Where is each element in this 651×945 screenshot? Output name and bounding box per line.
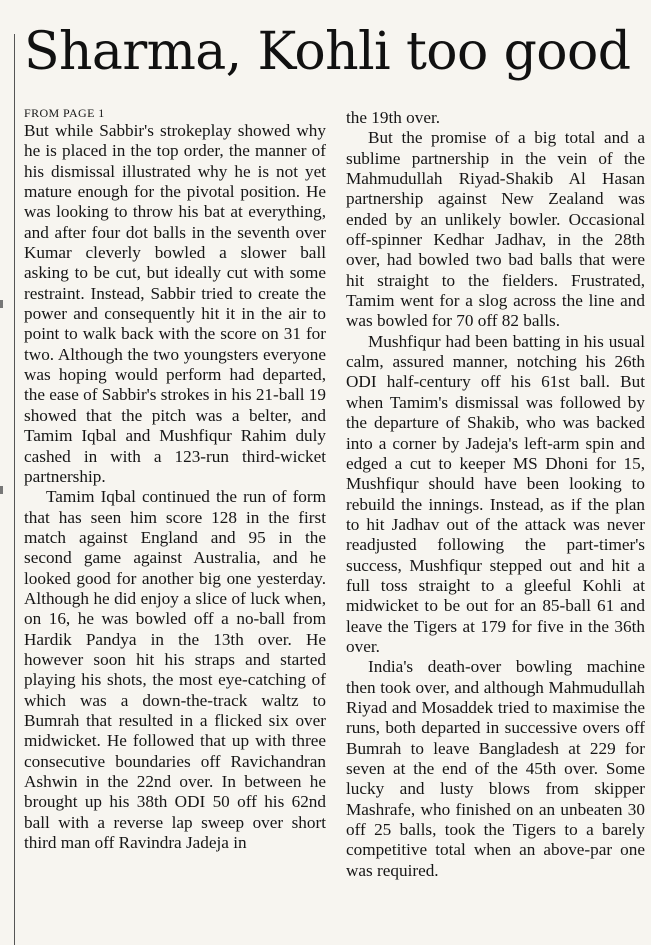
edge-mark (0, 486, 3, 494)
article-column-left (24, 106, 326, 853)
paragraph: Tamim Iqbal continued the run of form that has seen him score 128 in the first match against England and 95 in the second game against Australia, and he looked good for another big one yesterday. Although he did enjoy a slice of luck when, on 16, he was bowled off a no-ball from Hardik Pandya in the 13th over. He however soon hit his straps and started playing his shots, the most eye-catching of which was a down-the-track waltz to Bumrah that resulted in a flicked six over midwicket. He followed that up with three consecutive boundaries off Ravichandran Ashwin in the 22nd over. In between he brought up his 38th ODI 50 off his 62nd ball with a reverse lap sweep over short third man off Ravindra Jadeja in (24, 487, 326, 853)
paragraph: the 19th over. (346, 108, 441, 127)
paragraph: India's death-over bowling machine then took over, and although Mahmudullah Riyad and Mosaddek tried to maximise the runs, both departed in successive overs off Bumrah to leave Bangladesh at 229 for seven at the end of the 45th over. Some lucky and lusty blows from skipper Mashrafe, who finished on an unbeaten 30 off 25 balls, took the Tigers to a barely competitive total when an above-par one was required. (346, 657, 645, 880)
column-rule (14, 34, 15, 945)
paragraph: But while Sabbir's strokeplay showed why he is placed in the top order, the manner of his dismissal illustrated why he is not yet mature enough for the pivotal position. He was looking to throw his bat at everything, and after four dot balls in the seventh over Kumar cleverly bowled a slower ball asking to be cut, but ideally cut with some restraint. Instead, Sabbir tried to create the power and consequently hit it in the air to point to walk back with the score on 31 for two. Although the two youngsters everyone was hoping would perform had departed, the ease of Sabbir's strokes in his 21-ball 19 showed that the pitch was a belter, and Tamim Iqbal and Mushfiqur Rahim duly cashed in with a 123-run third-wicket partnership. (24, 121, 326, 486)
paragraph: But the promise of a big total and a sublime partnership in the vein of the Mahmudullah Riyad-Shakib Al Hasan partnership against New Zealand was ended by an unlikely bowler. Occasional off-spinner Kedhar Jadhav, in the 28th over, had bowled two bad balls that were hit straight to the fielders. Frustrated, Tamim went for a slog across the line and was bowled for 70 off 82 balls. (346, 128, 645, 331)
headline: Sharma, Kohli too good (24, 22, 631, 82)
continued-from-label: FROM PAGE 1 (24, 106, 105, 120)
paragraph: Mushfiqur had been batting in his usual calm, assured manner, notching his 26th ODI half-century off his 61st ball. But when Tamim's dismissal was followed by the departure of Shakib, who was backed into a corner by Jadeja's left-arm spin and edged a cut to keeper MS Dhoni for 15, Mushfiqur should have been looking to rebuild the innings. Instead, as if the plan to hit Jadhav out of the attack was never readjusted following the part-timer's success, Mushfiqur stepped out and hit a full toss straight to a gleeful Kohli at midwicket to be out for an 85-ball 61 and leave the Tigers at 179 for five in the 36th over. (346, 331, 645, 656)
article-column-right (346, 108, 645, 881)
edge-mark (0, 300, 3, 308)
